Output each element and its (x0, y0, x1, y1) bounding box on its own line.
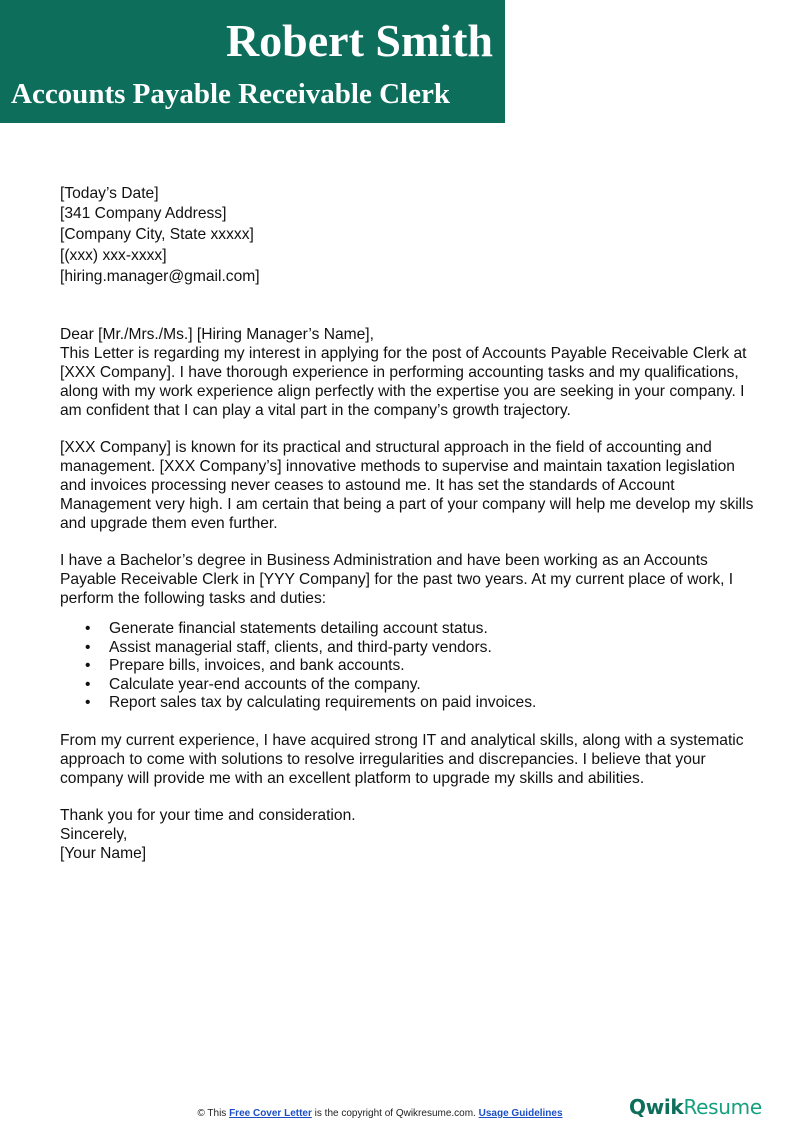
footer-middle: is the copyright of Qwikresume.com. (314, 1108, 476, 1119)
thank-you-line: Thank you for your time and consideration. (60, 806, 356, 824)
recipient-address (60, 203, 760, 287)
free-cover-letter-link[interactable]: Free Cover Letter (229, 1108, 312, 1119)
header-band (0, 0, 505, 123)
list-item (60, 694, 760, 713)
signature-name: [Your Name] (60, 844, 147, 862)
bullet-icon: • (85, 694, 91, 711)
address-line: [Company City, State xxxxx] (60, 226, 254, 243)
footer-prefix: © This (197, 1108, 227, 1119)
signoff: Sincerely, (60, 825, 128, 843)
brand-part-1: Qwik (629, 1095, 684, 1119)
duties-list (60, 620, 760, 713)
bullet-icon: • (85, 675, 91, 693)
paragraph-closing: From my current experience, I have acquired strong IT and analytical skills, along with a systematic approach to come with solutions to resolve irregularities and discrepancies. I believe that your company will provide me with an excellent platform to upgrade my skills and abilities. (60, 731, 744, 787)
letter-date: [Today’s Date] (60, 185, 159, 202)
brand-part-2: Resume (683, 1095, 762, 1119)
duty-text: Assist managerial staff, clients, and third-party vendors. (109, 638, 492, 656)
list-item (60, 620, 760, 639)
list-item (60, 676, 760, 695)
cover-letter-body (60, 184, 760, 863)
paragraph-intro: This Letter is regarding my interest in applying for the post of Accounts Payable Receivable Clerk at [XXX Company]. I have thorough experience in performing accounting tasks and my qualifications, along with my work experience align perfectly with the expertise you are seeking in your company. I am confident that I can play a vital part in the company’s growth trajectory. (60, 345, 747, 419)
duty-text: Generate financial statements detailing account status. (109, 620, 488, 637)
qwikresume-logo (629, 1095, 762, 1119)
list-item (60, 657, 760, 676)
address-line: [hiring.manager@gmail.com] (60, 268, 260, 285)
address-line: [(xxx) xxx-xxxx] (60, 247, 167, 264)
bullet-icon: • (85, 638, 91, 656)
duty-text: Calculate year-end accounts of the company. (109, 675, 421, 693)
job-title: Accounts Payable Receivable Clerk (11, 78, 450, 110)
applicant-name: Robert Smith (225, 15, 493, 66)
duty-text: Prepare bills, invoices, and bank accounts. (109, 657, 405, 674)
paragraph-experience: I have a Bachelor’s degree in Business Administration and have been working as an Accounts Payable Receivable Clerk in [YYY Company] for the past two years. At my current place of work, I perform the following tasks and duties: (60, 552, 734, 607)
paragraph-company: [XXX Company] is known for its practical and structural approach in the field of accounting and management. [XXX Company’s] innovative methods to supervise and maintain taxation legislation and invoices processing never ceases to astound me. It has set the standards of Account Management very high. I am certain that being a part of your company will help me develop my skills and upgrade them even further. (60, 439, 754, 532)
salutation: Dear [Mr./Mrs./Ms.] [Hiring Manager’s Name], (60, 326, 374, 343)
bullet-icon: • (85, 657, 91, 674)
address-line: [341 Company Address] (60, 205, 227, 222)
list-item (60, 639, 760, 658)
usage-guidelines-link[interactable]: Usage Guidelines (478, 1108, 563, 1119)
bullet-icon: • (85, 620, 91, 637)
duty-text: Report sales tax by calculating requirements on paid invoices. (109, 694, 537, 711)
